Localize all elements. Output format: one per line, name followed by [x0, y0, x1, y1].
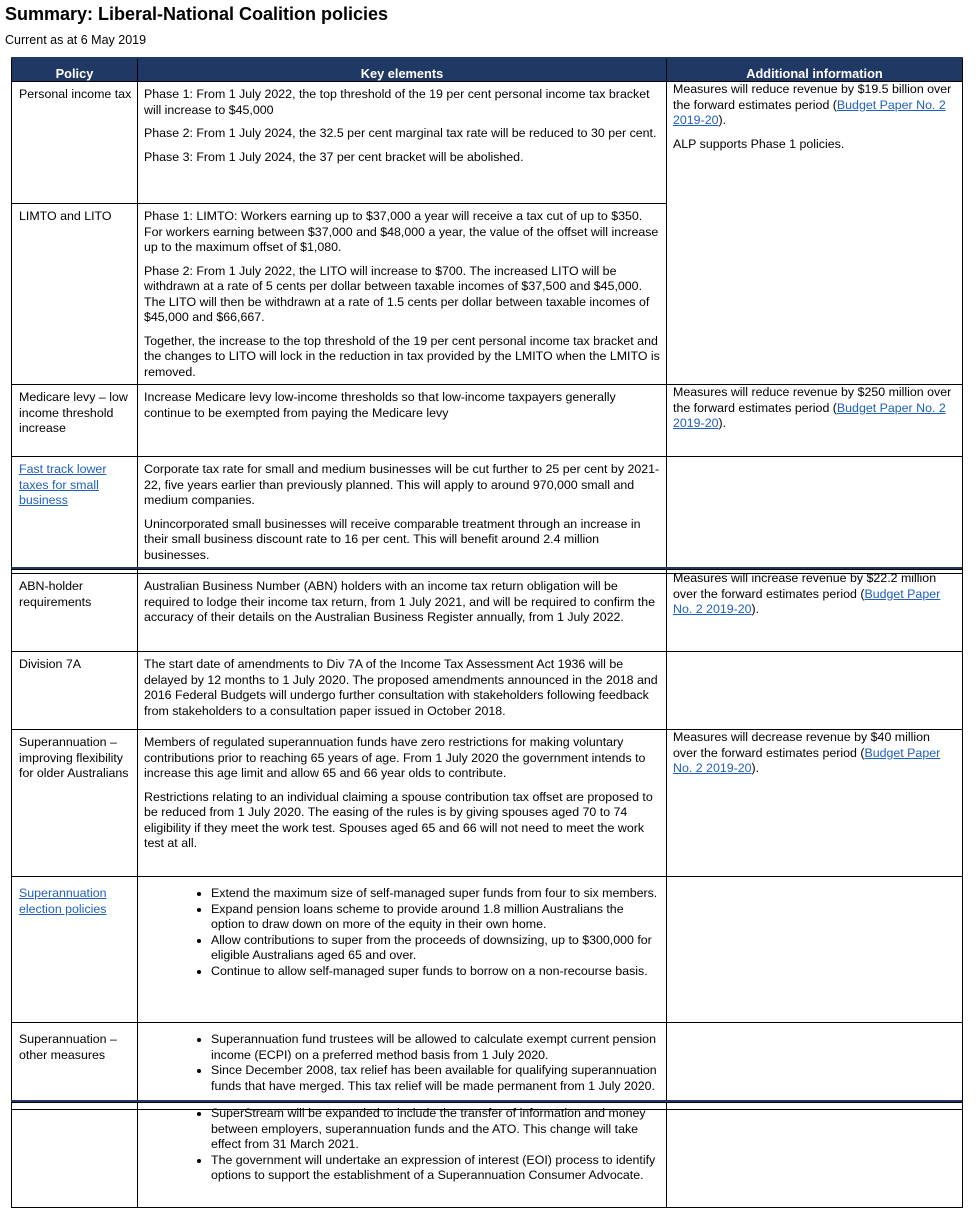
policy-cell	[12, 730, 138, 877]
key-elements-cell	[138, 1103, 667, 1208]
table-row	[12, 652, 963, 730]
policy-cell	[12, 82, 138, 204]
policy-link-super-election[interactable]: Superannuation election policies	[19, 886, 107, 916]
table-row	[12, 877, 963, 1023]
policy-table-part-1	[11, 57, 963, 574]
key-paragraph: The start date of amendments to Div 7A of the Income Tax Assessment Act 1936 will be delayed by 12 months to 1 July 2020. The proposed amendments announced in the 2018 and 2016 Federal Budgets will undergo further consultation with stakeholders following feedback from stakeholders to a consultation paper issued in October 2018.	[144, 657, 658, 718]
key-paragraph: Unincorporated small businesses will receive comparable treatment through an increase in their small business discount rate to 16 per cent. This will benefit around 2.4 million businesses.	[144, 516, 641, 562]
policy-cell	[12, 1023, 138, 1110]
key-elements-cell	[138, 204, 667, 385]
table-row	[12, 1023, 963, 1110]
bullet-list	[144, 886, 660, 979]
additional-info-cell	[667, 1023, 963, 1110]
policy-name: Superannuation – improving flexibility for older Australians	[19, 735, 129, 780]
additional-info-cell	[667, 82, 963, 385]
additional-info-cell	[667, 1103, 963, 1208]
budget-paper-link[interactable]: Budget Paper No. 2 2019-20	[673, 97, 946, 127]
key-paragraph: Corporate tax rate for small and medium businesses will be cut further to 25 per cent by 2021-22, five years earlier than previously planned. This will apply to around 970,000 small and medium companies.	[144, 462, 660, 507]
key-paragraph: Phase 2: From 1 July 2022, the LITO will increase to $700. The increased LITO will be withdrawn at a rate of 5 cents per dollar between taxable incomes of $37,500 and $45,000. The LITO will then be withdrawn at a rate of 1.5 cents per dollar between taxable incomes of $45,000 and $66,667.	[144, 263, 650, 324]
policy-name: Personal income tax	[19, 87, 132, 101]
col-header-key-elements: Key elements	[138, 58, 667, 82]
bullet-list	[144, 1106, 660, 1184]
policy-cell	[12, 1103, 138, 1208]
key-elements-cell	[138, 385, 667, 457]
list-item: • The government will undertake an expression of interest (EOI) process to identify options to support the establishment of a Superannuation Consumer Advocate.	[211, 1153, 660, 1184]
list-item: • Since December 2008, tax relief has been available for qualifying superannuation funds that have merged. This tax relief will be made permanent from 1 July 2020.	[211, 1063, 660, 1094]
table-row	[12, 82, 963, 204]
col-header-additional-info: Additional information	[667, 58, 963, 82]
key-elements-cell	[138, 570, 667, 652]
key-elements-cell	[138, 877, 667, 1023]
policy-table-part-2	[11, 569, 963, 1110]
list-item: • Continue to allow self-managed super funds to borrow on a non-recourse basis.	[211, 964, 660, 980]
key-elements-cell	[138, 457, 667, 574]
additional-paragraph: Measures will reduce revenue by $250 million over the forward estimates period (Budget Paper No. 2 2019-20).	[673, 385, 952, 430]
additional-info-cell	[667, 730, 963, 877]
col-header-policy: Policy	[12, 58, 138, 82]
key-paragraph: Increase Medicare levy low-income thresholds so that low-income taxpayers generally continue to be exempted from paying the Medicare levy	[144, 390, 616, 420]
list-item: • Expand pension loans scheme to provide around 1.8 million Australians the option to draw down on more of the equity in their own home.	[211, 902, 660, 933]
table-row	[12, 457, 963, 574]
policy-name: Superannuation – other measures	[19, 1032, 117, 1062]
additional-note: ALP supports Phase 1 policies.	[673, 136, 845, 151]
key-paragraph: Phase 2: From 1 July 2024, the 32.5 per cent marginal tax rate will be reduced to 30 per cent.	[144, 126, 657, 140]
additional-info-cell	[667, 457, 963, 574]
key-paragraph: Phase 3: From 1 July 2024, the 37 per cent bracket will be abolished.	[144, 149, 524, 164]
budget-paper-link[interactable]: Budget Paper No. 2 2019-20	[673, 586, 941, 616]
additional-paragraph: Measures will decrease revenue by $40 million over the forward estimates period (Budget Paper No. 2 2019-20).	[673, 730, 941, 775]
additional-info-cell	[667, 385, 963, 457]
table-header-row	[12, 58, 963, 82]
list-item: • SuperStream will be expanded to include the transfer of information and money between employers, superannuation funds and the ATO. This change will take effect from 31 March 2021.	[211, 1106, 660, 1153]
table-row	[12, 730, 963, 877]
policy-cell	[12, 204, 138, 385]
key-elements-cell	[138, 82, 667, 204]
additional-info-cell	[667, 570, 963, 652]
policy-cell	[12, 652, 138, 730]
policy-cell	[12, 385, 138, 457]
table-row	[12, 570, 963, 652]
policy-cell	[12, 570, 138, 652]
list-item: • Superannuation fund trustees will be allowed to calculate exempt current pension income (ECPI) on a preferred method basis from 1 July 2020.	[211, 1032, 660, 1063]
table-row	[12, 1103, 963, 1208]
page-title: Summary: Liberal-National Coalition policies	[5, 4, 389, 24]
policy-link-fast-track[interactable]: Fast track lower taxes for small business	[19, 462, 107, 507]
additional-info-cell	[667, 652, 963, 730]
policy-name: Division 7A	[19, 657, 81, 671]
key-paragraph: Restrictions relating to an individual claiming a spouse contribution tax offset are proposed to be reduced from 1 July 2020. The easing of the rules is by giving spouses aged 70 to 74 eligibility if they meet the work test. Spouses aged 65 and 66 will not need to meet the work test at all.	[144, 789, 653, 850]
key-paragraph: Phase 1: LIMTO: Workers earning up to $37,000 a year will receive a tax cut of up to $350. For workers earning between $37,000 and $48,000 a year, the value of the offset will increase up to the maximum offset of $1,080.	[144, 209, 659, 254]
policy-name: LIMTO and LITO	[19, 209, 112, 223]
policy-name: Medicare levy – low income threshold increase	[19, 390, 128, 435]
table-row	[12, 385, 963, 457]
key-paragraph: Members of regulated superannuation funds have zero restrictions for making voluntary contributions prior to reaching 65 years of age. From 1 July 2020 the government intends to increase this age limit and allow 65 and 66 year olds to contribute.	[144, 735, 646, 780]
additional-info-cell	[667, 877, 963, 1023]
page-date: Current as at 6 May 2019	[5, 33, 147, 47]
list-item: • Extend the maximum size of self-managed super funds from four to six members.	[211, 886, 660, 902]
key-paragraph: Phase 1: From 1 July 2022, the top threshold of the 19 per cent personal income tax bracket will increase to $45,000	[144, 87, 650, 117]
bullet-list	[144, 1032, 660, 1094]
key-elements-cell	[138, 652, 667, 730]
additional-paragraph: Measures will increase revenue by $22.2 million over the forward estimates period (Budget Paper No. 2 2019-20).	[673, 571, 941, 616]
policy-cell	[12, 457, 138, 574]
key-elements-cell	[138, 730, 667, 877]
key-paragraph: Together, the increase to the top threshold of the 19 per cent personal income tax bracket and the changes to LITO will lock in the reduction in tax provided by the LMITO when the LMITO is removed.	[144, 333, 660, 379]
policy-name: ABN-holder requirements	[19, 579, 92, 609]
key-elements-cell	[138, 1023, 667, 1110]
additional-paragraph: Measures will reduce revenue by $19.5 billion over the forward estimates period (Budget Paper No. 2 2019-20).	[673, 82, 952, 127]
list-item: • Allow contributions to super from the proceeds of downsizing, up to $300,000 for eligible Australians aged 65 and over.	[211, 933, 660, 964]
policy-cell	[12, 877, 138, 1023]
key-paragraph: Australian Business Number (ABN) holders with an income tax return obligation will be required to lodge their income tax return, from 1 July 2021, and will be required to confirm the accuracy of their details on the Australian Business Register annually, from 1 July 2022.	[144, 579, 656, 624]
policy-table-part-3	[11, 1102, 963, 1208]
budget-paper-link[interactable]: Budget Paper No. 2 2019-20	[673, 400, 946, 430]
budget-paper-link[interactable]: Budget Paper No. 2 2019-20	[673, 745, 941, 775]
